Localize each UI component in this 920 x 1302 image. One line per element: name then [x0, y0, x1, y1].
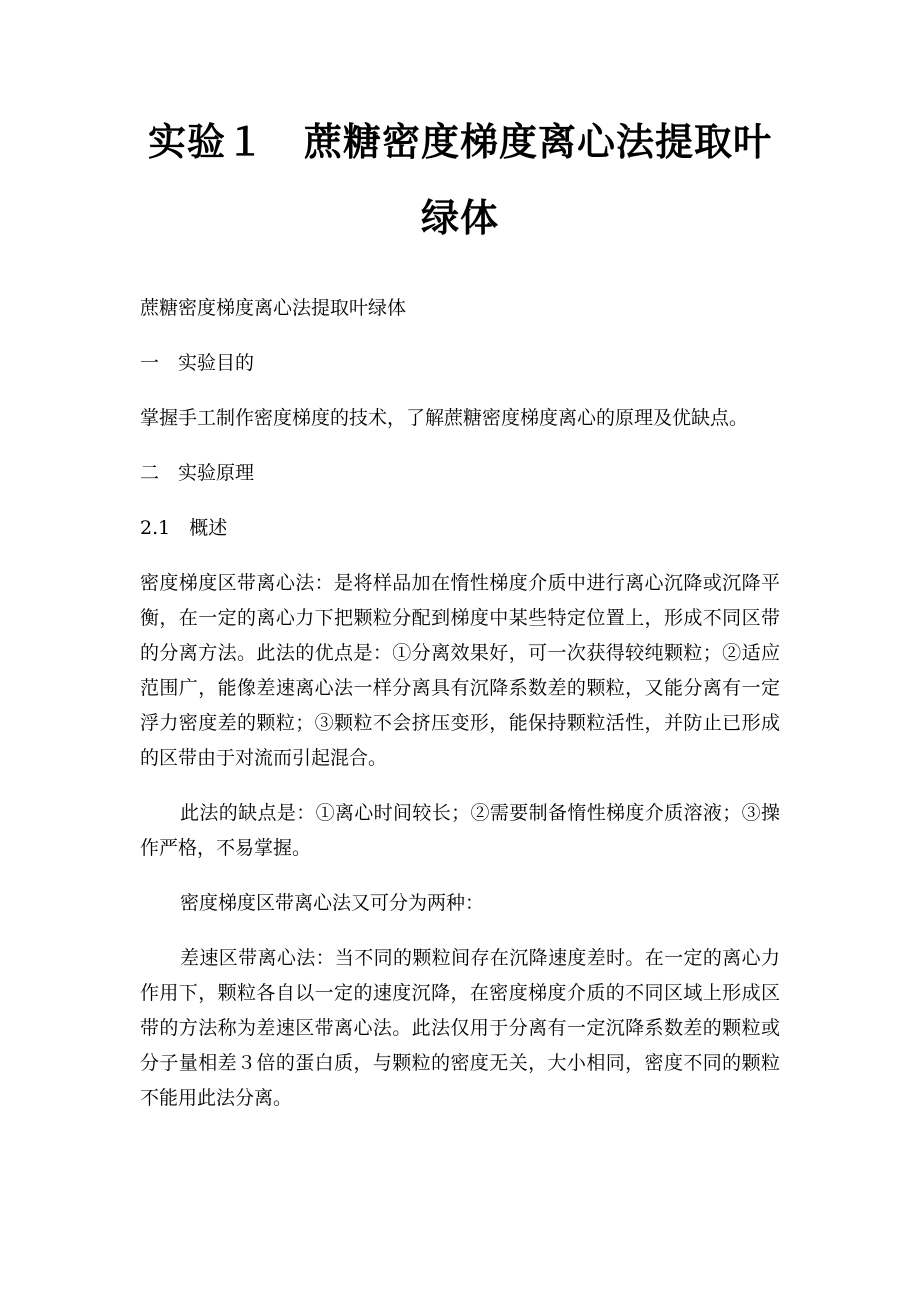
subsection-heading-overview: 2.1 概述: [140, 517, 228, 539]
overview-paragraph: 密度梯度区带离心法：是将样品加在惰性梯度介质中进行离心沉降或沉降平衡，在一定的离心力下把颗粒分配到梯度中某些特定位置上，形成不同区带的分离方法。此法的优点是：①分离效果好，可一次获得较纯颗粒；②适应范围广，能像差速离心法一样分离具有沉降系数差的颗粒，又能分离有一定浮力密度差的颗粒；③颗粒不会挤压变形，能保持颗粒活性，并防止已形成的区带由于对流而引起混合。: [140, 572, 780, 769]
subtitle-paragraph: 蔗糖密度梯度离心法提取叶绿体: [140, 297, 407, 319]
section-heading-principle: 二 实验原理: [140, 462, 255, 484]
rate-zonal-paragraph: 差速区带离心法：当不同的颗粒间存在沉降速度差时。在一定的离心力作用下，颗粒各自以一定的速度沉降，在密度梯度介质的不同区域上形成区带的方法称为差速区带离心法。此法仅用于分离有一定沉降系数差的颗粒或分子量相差３倍的蛋白质，与颗粒的密度无关，大小相同，密度不同的颗粒不能用此法分离。: [140, 947, 780, 1109]
method-types-paragraph: 密度梯度区带离心法又可分为两种：: [180, 892, 485, 914]
document-title: 实验１ 蔗糖密度梯度离心法提取叶绿体: [147, 120, 772, 240]
disadvantages-paragraph: 此法的缺点是：①离心时间较长；②需要制备惰性梯度介质溶液；③操作严格，不易掌握。: [140, 802, 780, 859]
section-heading-purpose: 一 实验目的: [140, 352, 255, 374]
purpose-paragraph: 掌握手工制作密度梯度的技术，了解蔗糖密度梯度离心的原理及优缺点。: [140, 407, 749, 429]
